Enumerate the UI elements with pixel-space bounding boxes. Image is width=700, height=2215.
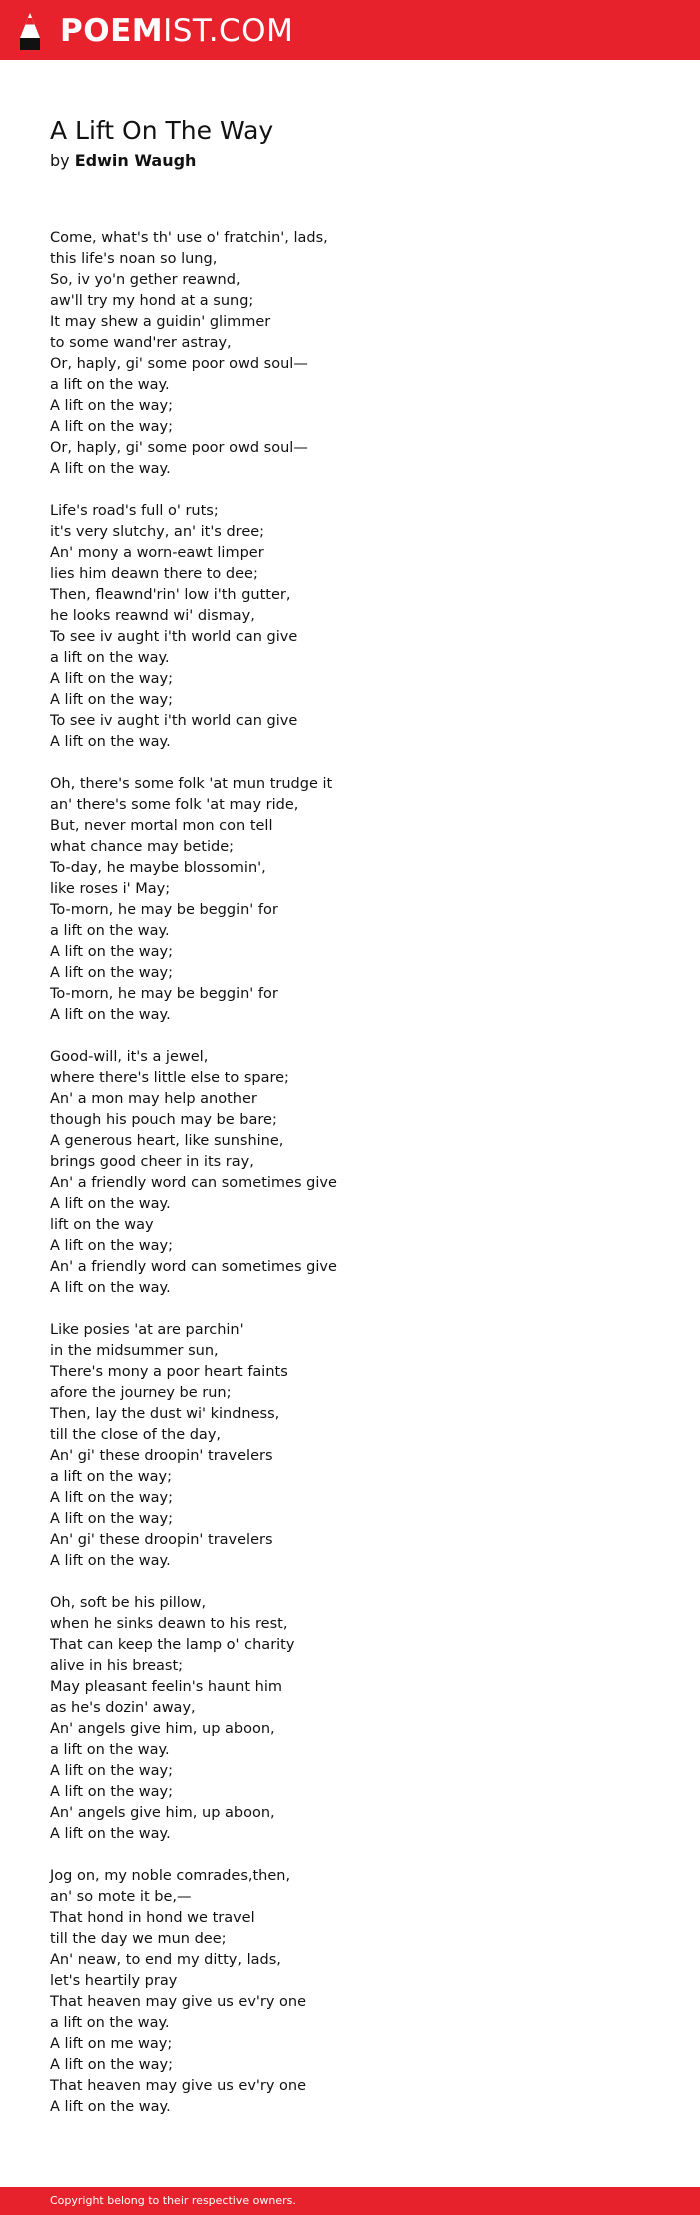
poem-stanza — [50, 1866, 650, 2118]
poem-line: A lift on the way; — [50, 965, 174, 981]
poem-line: A lift on the way; — [50, 692, 174, 708]
poem-stanza — [50, 774, 650, 1026]
poem-stanza — [50, 1593, 650, 1845]
site-footer — [0, 2187, 700, 2215]
poem-line: A lift on the way; — [50, 398, 174, 414]
poem-line: where there's little else to spare; — [50, 1070, 289, 1086]
poem-line: A lift on the way. — [50, 461, 171, 477]
poem-line: A generous heart, like sunshine, — [50, 1133, 284, 1149]
poem-line: an' so mote it be,— — [50, 1889, 192, 1905]
poem-line: An' neaw, to end my ditty, lads, — [50, 1952, 281, 1968]
poem-line: A lift on the way; — [50, 2057, 174, 2073]
poem-line: It may shew a guidin' glimmer — [50, 314, 271, 330]
poem-line: Or, haply, gi' some poor owd soul— — [50, 440, 308, 456]
poem-line: A lift on the way. — [50, 2099, 171, 2115]
poem-line: lift on the way — [50, 1217, 154, 1233]
logo-text-bold: POEM — [60, 12, 164, 49]
poem-line: aw'll try my hond at a sung; — [50, 293, 254, 309]
poem-stanza — [50, 501, 650, 753]
poem-line: Like posies 'at are parchin' — [50, 1322, 244, 1338]
poem-line: A lift on the way; — [50, 419, 174, 435]
poem-content — [50, 112, 650, 2139]
poem-line: An' mony a worn-eawt limper — [50, 545, 264, 561]
poem-line: An' angels give him, up aboon, — [50, 1805, 275, 1821]
poem-stanza — [50, 228, 650, 480]
poem-line: Good-will, it's a jewel, — [50, 1049, 209, 1065]
poem-author[interactable]: Edwin Waugh — [74, 151, 197, 170]
poem-line: An' angels give him, up aboon, — [50, 1721, 275, 1737]
poem-line: in the midsummer sun, — [50, 1343, 219, 1359]
poem-line: Oh, soft be his pillow, — [50, 1595, 207, 1611]
poem-line: That heaven may give us ev'ry one — [50, 1994, 307, 2010]
poem-line: That can keep the lamp o' charity — [50, 1637, 295, 1653]
poem-line: An' gi' these droopin' travelers — [50, 1448, 273, 1464]
poem-line: he looks reawnd wi' dismay, — [50, 608, 255, 624]
poem-line: it's very slutchy, an' it's dree; — [50, 524, 265, 540]
poem-line: Jog on, my noble comrades,then, — [50, 1868, 291, 1884]
poem-line: A lift on the way; — [50, 1784, 174, 1800]
poem-line: an' there's some folk 'at may ride, — [50, 797, 299, 813]
pencil-tip-icon — [16, 11, 44, 51]
poem-line: till the day we mun dee; — [50, 1931, 227, 1947]
poem-line: when he sinks deawn to his rest, — [50, 1616, 288, 1632]
poem-line: though his pouch may be bare; — [50, 1112, 277, 1128]
logo-text-light: IST.COM — [163, 12, 294, 49]
poem-line: afore the journey be run; — [50, 1385, 232, 1401]
poem-line: An' a mon may help another — [50, 1091, 257, 1107]
poem-line: a lift on the way. — [50, 923, 170, 939]
poem-line: To see iv aught i'th world can give — [50, 713, 298, 729]
poem-line: A lift on the way. — [50, 734, 171, 750]
poem-line: To see iv aught i'th world can give — [50, 629, 298, 645]
poem-line: let's heartily pray — [50, 1973, 178, 1989]
byline-label: by — [50, 151, 70, 170]
poem-line: To-morn, he may be beggin' for — [50, 902, 278, 918]
poem-line: Then, fleawnd'rin' low i'th gutter, — [50, 587, 291, 603]
poem-line: A lift on the way; — [50, 1238, 174, 1254]
poem-line: Come, what's th' use o' fratchin', lads, — [50, 230, 328, 246]
site-logo-text — [60, 12, 294, 49]
poem-line: Oh, there's some folk 'at mun trudge it — [50, 776, 333, 792]
poem-line: A lift on the way; — [50, 944, 174, 960]
poem-line: So, iv yo'n gether reawnd, — [50, 272, 241, 288]
poem-line: An' gi' these droopin' travelers — [50, 1532, 273, 1548]
poem-line: That hond in hond we travel — [50, 1910, 255, 1926]
poem-line: A lift on the way. — [50, 1007, 171, 1023]
poem-title: A Lift On The Way — [50, 116, 274, 145]
poem-stanza — [50, 1320, 650, 1572]
poem-line: lies him deawn there to dee; — [50, 566, 258, 582]
poem-line: That heaven may give us ev'ry one — [50, 2078, 307, 2094]
poem-line: To-morn, he may be beggin' for — [50, 986, 278, 1002]
poem-line: A lift on me way; — [50, 2036, 173, 2052]
poem-line: A lift on the way; — [50, 1511, 174, 1527]
poem-line: a lift on the way. — [50, 650, 170, 666]
poem-body — [50, 228, 650, 2118]
poem-line: like roses i' May; — [50, 881, 171, 897]
poem-line: There's mony a poor heart faints — [50, 1364, 288, 1380]
poem-line: A lift on the way; — [50, 1763, 174, 1779]
poem-line: An' a friendly word can sometimes give — [50, 1175, 337, 1191]
poem-line: A lift on the way; — [50, 1490, 174, 1506]
poem-line: a lift on the way; — [50, 1469, 172, 1485]
poem-byline — [50, 150, 650, 172]
poem-line: what chance may betide; — [50, 839, 235, 855]
poem-line: Then, lay the dust wi' kindness, — [50, 1406, 280, 1422]
poem-line: Life's road's full o' ruts; — [50, 503, 219, 519]
site-header — [0, 0, 700, 60]
poem-line: brings good cheer in its ray, — [50, 1154, 254, 1170]
poem-line: A lift on the way. — [50, 1553, 171, 1569]
poem-line: May pleasant feelin's haunt him — [50, 1679, 282, 1695]
poem-line: An' a friendly word can sometimes give — [50, 1259, 337, 1275]
poem-line: this life's noan so lung, — [50, 251, 218, 267]
poem-line: to some wand'rer astray, — [50, 335, 232, 351]
poem-line: To-day, he maybe blossomin', — [50, 860, 266, 876]
poem-line: a lift on the way. — [50, 377, 170, 393]
site-logo[interactable] — [16, 10, 293, 52]
poem-line: alive in his breast; — [50, 1658, 184, 1674]
poem-line: A lift on the way. — [50, 1196, 171, 1212]
poem-line: A lift on the way. — [50, 1826, 171, 1842]
poem-line: A lift on the way. — [50, 1280, 171, 1296]
poem-line: A lift on the way; — [50, 671, 174, 687]
poem-line: But, never mortal mon con tell — [50, 818, 273, 834]
copyright-notice: Copyright belong to their respective owners. — [50, 2194, 296, 2207]
poem-stanza — [50, 1047, 650, 1299]
poem-line: till the close of the day, — [50, 1427, 222, 1443]
poem-line: Or, haply, gi' some poor owd soul— — [50, 356, 308, 372]
poem-line: as he's dozin' away, — [50, 1700, 196, 1716]
poem-line: a lift on the way. — [50, 2015, 170, 2031]
poem-line: a lift on the way. — [50, 1742, 170, 1758]
